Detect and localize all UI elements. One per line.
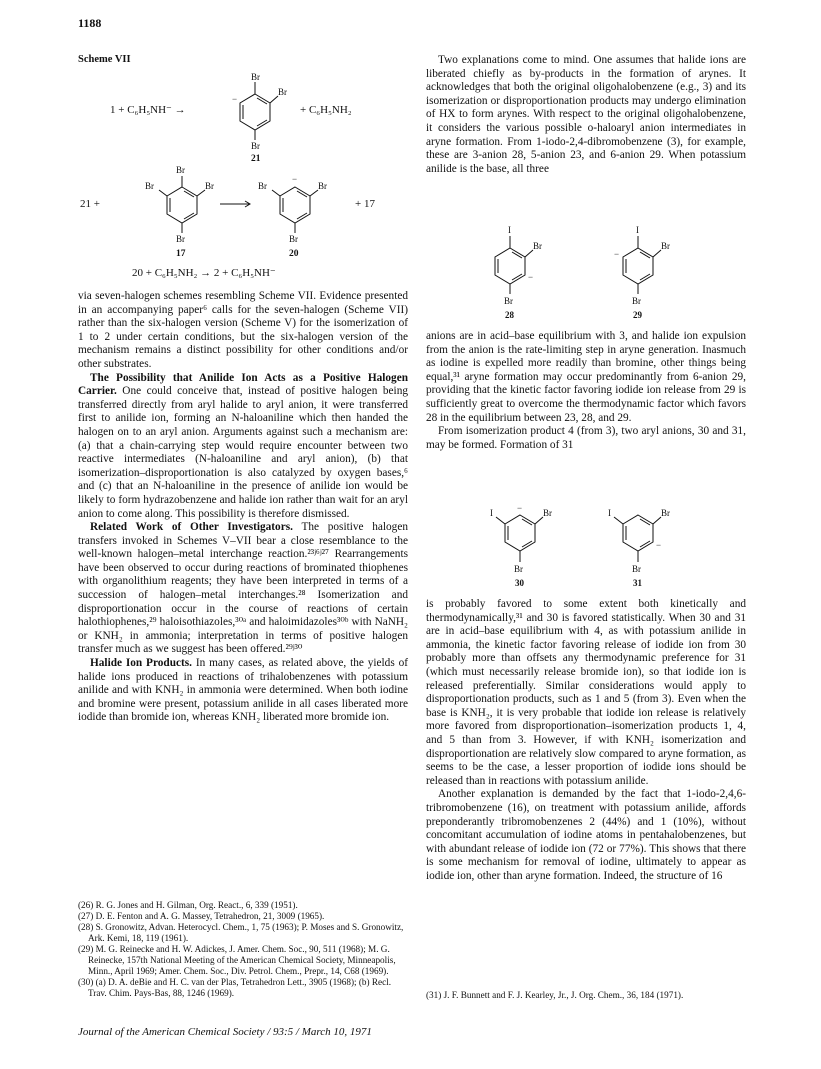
anion-mark: − bbox=[232, 94, 238, 104]
compound-29-ring bbox=[623, 236, 661, 294]
anion-mark: − bbox=[528, 272, 534, 282]
compound-label-31: 31 bbox=[633, 578, 642, 588]
compound-label-20: 20 bbox=[289, 249, 299, 259]
paragraph: Another explanation is demanded by the fact that 1-iodo-2,4,6-tribromobenzene (16), on treatment with potassium anilide, affords preponderantly tribromobenzenes 2 (44%) and 1 (10%), without concomitant accumulation of iodine atoms in pentahalobenzenes, but with abundant release of iodide ion (72 or 77%). This shows that there is some mechanism for removal of iodine, ultimately to appear as iodide ion, other than aryne formation. Indeed, the structure of 16 bbox=[426, 788, 746, 882]
reference: (29) M. G. Reinecke and H. W. Adickes, J. Amer. Chem. Soc., 90, 511 (1968); M. G. Reinecke, 157th National Meeting of the American Chemical Society, Minneapolis, Minn., April 1969; Amer. Chem. Soc., Div. Petrol. Chem., Prepr., 14, C68 (1969). bbox=[78, 944, 396, 976]
atom-br: Br bbox=[514, 564, 523, 574]
atom-br: Br bbox=[533, 241, 542, 251]
scheme-row1-rhs: + C₆H₅NH₂ bbox=[300, 104, 352, 116]
atom-br: Br bbox=[661, 241, 670, 251]
reference: (26) R. G. Jones and H. Gilman, Org. React., 6, 339 (1951). bbox=[78, 900, 298, 910]
compound-label-30: 30 bbox=[515, 578, 524, 588]
left-column bbox=[78, 290, 408, 725]
atom-i: I bbox=[608, 508, 611, 518]
atom-br: Br bbox=[278, 87, 287, 97]
paragraph-text: The positive halogen transfers invoked in Schemes V–VII bear a close resemblance to the well-known halogen–metal interchange reaction.²³ʲ⁶ʲ²⁷ Rearrangements have been observed to occur during reactions of brominated thiophenes with organolithium reagents; they have been interpreted in terms of a succession of halogen–metal interchanges.²⁸ Isomerization and disproportionation occur in the course of reactions of certain halothiophenes,²⁹ haloisothiazoles,³⁰ᵃ and haloimidazoles³⁰ᵇ with NaNH₂ or KNH₂ in ammonia; interpretation in terms of positive halogen transfer much as we suggest has been offered.²⁹ʲ³⁰ bbox=[78, 521, 408, 656]
atom-br: Br bbox=[632, 564, 641, 574]
atom-i: I bbox=[508, 225, 511, 235]
atom-br: Br bbox=[251, 141, 260, 151]
journal-footer: Journal of the American Chemical Society / 93:5 / March 10, 1971 bbox=[78, 1026, 372, 1038]
paragraph-text: One could conceive that, instead of positive halogen being transferred directly from aryl halide to aryl anion, it were transferred first to anilide ion, forming an N-haloaniline which then handed the halogen on to an aryl anion. Arguments against such a mechanism are: (a) that a chain-carrying step would require encounter between two reactive intermediates (N-haloaniline and aryl anion), (b) that isomerization–disproportionation is also catalyzed by oxygen bases,⁶ and (c) that an N-haloaniline in the presence of anilide ion would be likely to form hydrazobenzene and halide ion rather than wait for an aryl anion to come along. This possibility is therefore dismissed. bbox=[78, 385, 408, 520]
compound-17-ring bbox=[159, 176, 205, 233]
atom-br: Br bbox=[504, 296, 513, 306]
anion-mark: − bbox=[517, 503, 523, 513]
compound-30-ring bbox=[496, 515, 543, 562]
scheme-row2-lhs: 21 + bbox=[80, 198, 100, 210]
anion-mark: − bbox=[656, 540, 662, 550]
scheme-row1-lhs: 1 + C₆H₅NH⁻ → bbox=[110, 104, 186, 116]
compound-31-ring bbox=[614, 515, 661, 562]
structures-28-29 bbox=[480, 218, 690, 328]
page-number: 1188 bbox=[78, 16, 102, 30]
atom-br: Br bbox=[543, 508, 552, 518]
right-column-part2 bbox=[426, 330, 746, 452]
atom-br: Br bbox=[145, 181, 154, 191]
anion-mark: − bbox=[292, 174, 298, 184]
atom-i: I bbox=[490, 508, 493, 518]
atom-br: Br bbox=[251, 72, 260, 82]
compound-21-ring bbox=[240, 82, 278, 140]
reference: (28) S. Gronowitz, Advan. Heterocycl. Chem., 1, 75 (1963); P. Moses and S. Gronowitz, Ark. Kemi, 18, 119 (1961). bbox=[78, 922, 404, 943]
reference: (27) D. E. Fenton and A. G. Massey, Tetrahedron, 21, 3009 (1965). bbox=[78, 911, 325, 921]
scheme-vii-figure bbox=[70, 62, 420, 282]
paragraph: is probably favored to some extent both kinetically and thermodynamically,³¹ and 30 is favored statistically. When 30 and 31 are in acid–base equilibrium with 4, as with potassium anilide in ammonia, the kinetic factor favoring release of iodide ion from 30 probably more than offsets any thermodynamic preference for 31 (which must necessarily release bromide ion), so that iodide ion is released preferentially. Similar considerations would apply to disproportionation products, such as 1 and 5 (from 3). Even when the base is KNH₂, it is very probable that iodide ion release is relatively more favored from disproportionation–isomerization products 1, 4, and 5 than from 3. However, if with KNH₂ isomerization and disproportionation are relatively slow compared to aryne formation, as seems to be the case, a lesser proportion of iodide ions should be released than in reactions with potassium anilide. bbox=[426, 598, 746, 787]
structures-30-31 bbox=[480, 500, 700, 600]
scheme-row3: 20 + C₆H₅NH₂ → 2 + C₆H₅NH⁻ bbox=[132, 267, 276, 279]
atom-br: Br bbox=[176, 234, 185, 244]
section-heading: Halide Ion Products. bbox=[90, 657, 192, 670]
reference: (30) (a) D. A. deBie and H. C. van der Plas, Tetrahedron Lett., 3905 (1968); (b) Recl. Trav. Chim. Pays-Bas, 88, 1246 (1969). bbox=[78, 977, 392, 998]
atom-br: Br bbox=[176, 165, 185, 175]
right-column-part1 bbox=[426, 54, 746, 176]
paragraph-text: In many cases, as related above, the yields of halide ions produced in reactions of trihalobenzenes with potassium anilide and with KNH₂ in ammonia were determined. When both iodine and bromine were present, potassium anilide in all cases liberated more iodide than bromide ion, whereas KNH₂ liberated more bromide ion. bbox=[78, 657, 408, 724]
paragraph bbox=[78, 657, 408, 725]
atom-br: Br bbox=[661, 508, 670, 518]
left-references bbox=[78, 900, 408, 999]
scheme-row2-rhs: + 17 bbox=[355, 198, 375, 210]
atom-br: Br bbox=[632, 296, 641, 306]
compound-20-ring bbox=[272, 187, 318, 233]
scheme-title: Scheme VII bbox=[78, 54, 131, 65]
atom-i: I bbox=[636, 225, 639, 235]
paragraph bbox=[78, 372, 408, 522]
compound-label-21: 21 bbox=[251, 154, 261, 164]
right-column-part3 bbox=[426, 598, 746, 883]
section-heading: The Possibility that Anilide Ion Acts as a Positive Halogen Carrier. bbox=[78, 371, 408, 398]
atom-br: Br bbox=[258, 181, 267, 191]
atom-br: Br bbox=[289, 234, 298, 244]
paragraph: anions are in acid–base equilibrium with 3, and halide ion expulsion from the anion is the rate-limiting step in aryne generation. Inasmuch as iodine is expelled more readily than bromine, other things being equal,³¹ aryne formation may occur predominantly from 6-anion 29, providing that the kinetic factor favoring iodide ion release from 29 is sufficiently great to overcome the thermodynamic factor which favors 28 in the equilibrium between 23, 28, and 29. bbox=[426, 330, 746, 424]
reference: (31) J. F. Bunnett and F. J. Kearley, Jr., J. Org. Chem., 36, 184 (1971). bbox=[426, 990, 684, 1000]
atom-br: Br bbox=[205, 181, 214, 191]
paragraph: Two explanations come to mind. One assumes that halide ions are liberated chiefly as by-products in the formation of arynes. It acknowledges that both the original oligohalobenzene (e.g., 3) and its isomerization or disproportionation products may undergo elimination of HX to form arynes. With respect to the original oligohalobenzene, it considers the various possible o-haloaryl anion intermediates in aryne formation. From 1-iodo-2,4-dibromobenzene (3), for example, these are 3-anion 28, 5-anion 23, and 6-anion 29. When potassium anilide is the base, all three bbox=[426, 54, 746, 175]
compound-label-28: 28 bbox=[505, 310, 514, 320]
compound-28-ring bbox=[495, 236, 533, 294]
paragraph: via seven-halogen schemes resembling Scheme VII. Evidence presented in an accompanying paper⁶ calls for the seven-halogen (Scheme VII) rather than the six-halogen version (Scheme V) for the isomerization of 1 to 2 under certain conditions, but the six-halogen version of the mechanism remains a distinct possibility for other conditions and/or other substrates. bbox=[78, 290, 408, 370]
atom-br: Br bbox=[318, 181, 327, 191]
reaction-arrow bbox=[220, 201, 250, 207]
compound-label-29: 29 bbox=[633, 310, 642, 320]
paragraph bbox=[78, 521, 408, 657]
compound-label-17: 17 bbox=[176, 249, 186, 259]
section-heading: Related Work of Other Investigators. bbox=[90, 521, 293, 534]
right-references bbox=[426, 990, 746, 1001]
paragraph: From isomerization product 4 (from 3), two aryl anions, 30 and 31, may be formed. Formation of 31 bbox=[426, 425, 746, 451]
anion-mark: − bbox=[614, 249, 620, 259]
